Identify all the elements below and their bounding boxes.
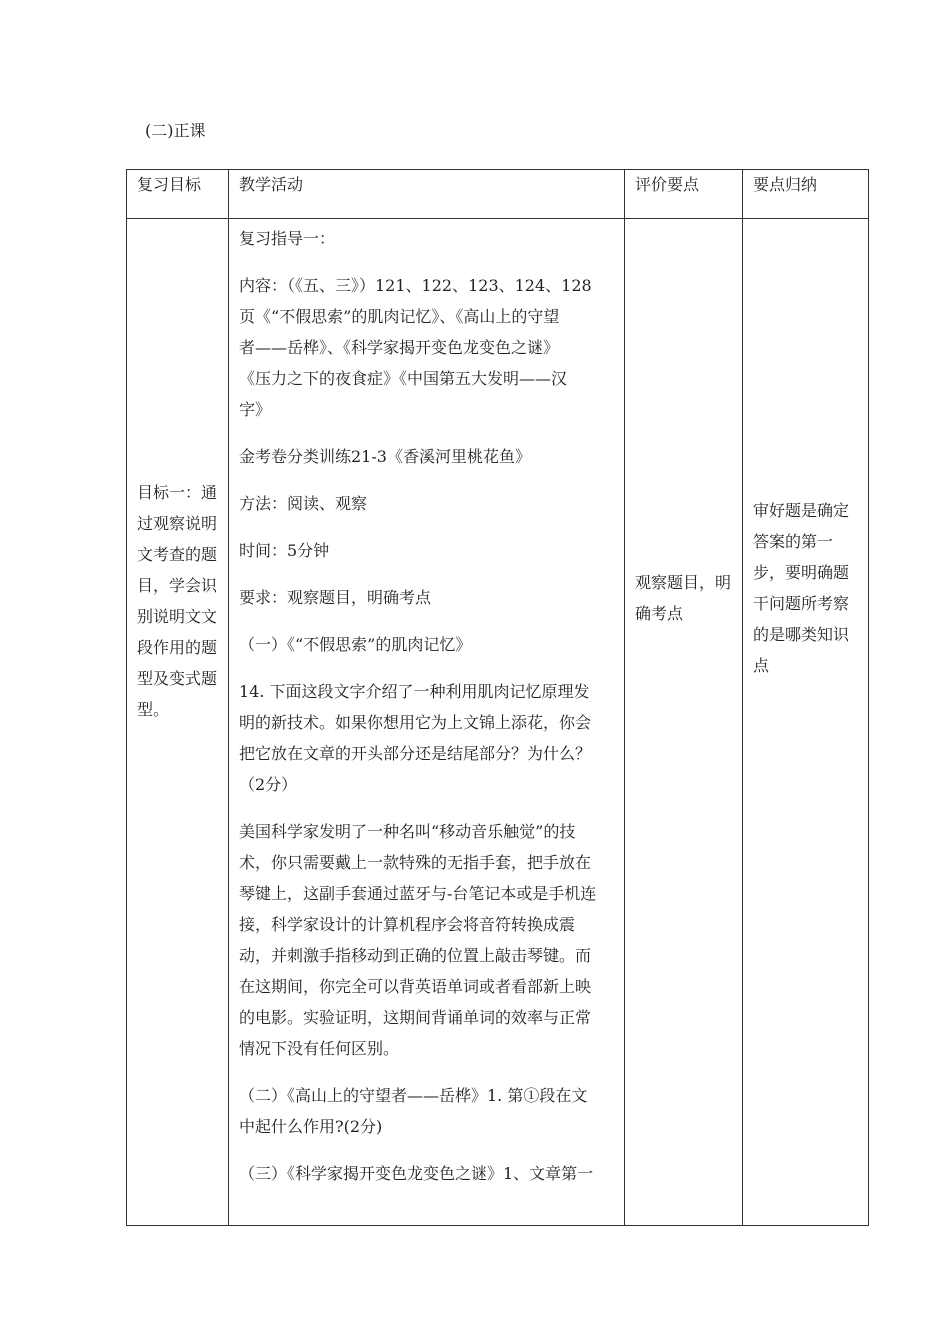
activity-cell	[229, 219, 625, 1226]
section-title: (二)正课	[145, 121, 206, 140]
header-cell-criteria: 评价要点	[625, 170, 743, 219]
content-paragraph: 内容：（《五、三》）121、122、123、124、128 页《“不假思索”的肌肉记忆》、《高山上的守望 者——岳桦》、《科学家揭开变色龙变色之谜》 《压力之下的夜食症》《中国第五大发明——汉 字》	[239, 276, 592, 419]
requirement-text: 要求：观察题目，明确考点	[239, 588, 432, 607]
guide-heading: 复习指导一：	[239, 229, 336, 248]
criteria-cell	[625, 219, 743, 1226]
item-one-title: （一）《“不假思索”的肌肉记忆》	[239, 635, 472, 654]
header-cell-summary: 要点归纳	[743, 170, 869, 219]
time-text: 时间：5分钟	[239, 541, 330, 560]
lesson-plan-table	[126, 169, 869, 1226]
header-cell-goal: 复习目标	[127, 170, 229, 219]
exam-reference: 金考卷分类训练21-3《香溪河里桃花鱼》	[239, 447, 531, 466]
header-cell-activity: 教学活动	[229, 170, 625, 219]
item-two: （二）《高山上的守望者——岳桦》1. 第①段在文 中起什么作用?(2分)	[239, 1086, 588, 1136]
goal-text: 目标一：通过观察说明文考查的题目，学会识别说明文文段作用的题型及变式题型。	[137, 483, 218, 719]
method-text: 方法：阅读、观察	[239, 494, 368, 513]
summary-cell	[743, 219, 869, 1226]
passage-paragraph: 美国科学家发明了一种名叫“移动音乐触觉”的技 术，你只需要戴上一款特殊的无指手套，把手放在 琴键上，这副手套通过蓝牙与-台笔记本或是手机连 接，科学家设计的计算机程序会将音符转换成震 动，并刺激手指移动到正确的位置上敲击琴键。而 在这期间，你完全可以背英语单词或者看部新上映 的电影。实验证明，这期间背诵单词的效率与正常 情况下没有任何区别。	[239, 822, 597, 1058]
table-header-row	[127, 170, 869, 219]
criteria-text: 观察题目，明确考点	[635, 573, 732, 623]
question-14: 14. 下面这段文字介绍了一种利用肌肉记忆原理发 明的新技术。如果你想用它为上文锦上添花，你会 把它放在文章的开头部分还是结尾部分？为什么？ （2分）	[239, 682, 592, 794]
goal-cell	[127, 219, 229, 1226]
table-row	[127, 219, 869, 1226]
item-three: （三）《科学家揭开变色龙变色之谜》1、文章第一	[239, 1164, 594, 1183]
activity-content	[229, 219, 624, 1225]
summary-text: 审好题是确定答案的第一步，要明确题干问题所考察的是哪类知识点	[753, 501, 850, 675]
